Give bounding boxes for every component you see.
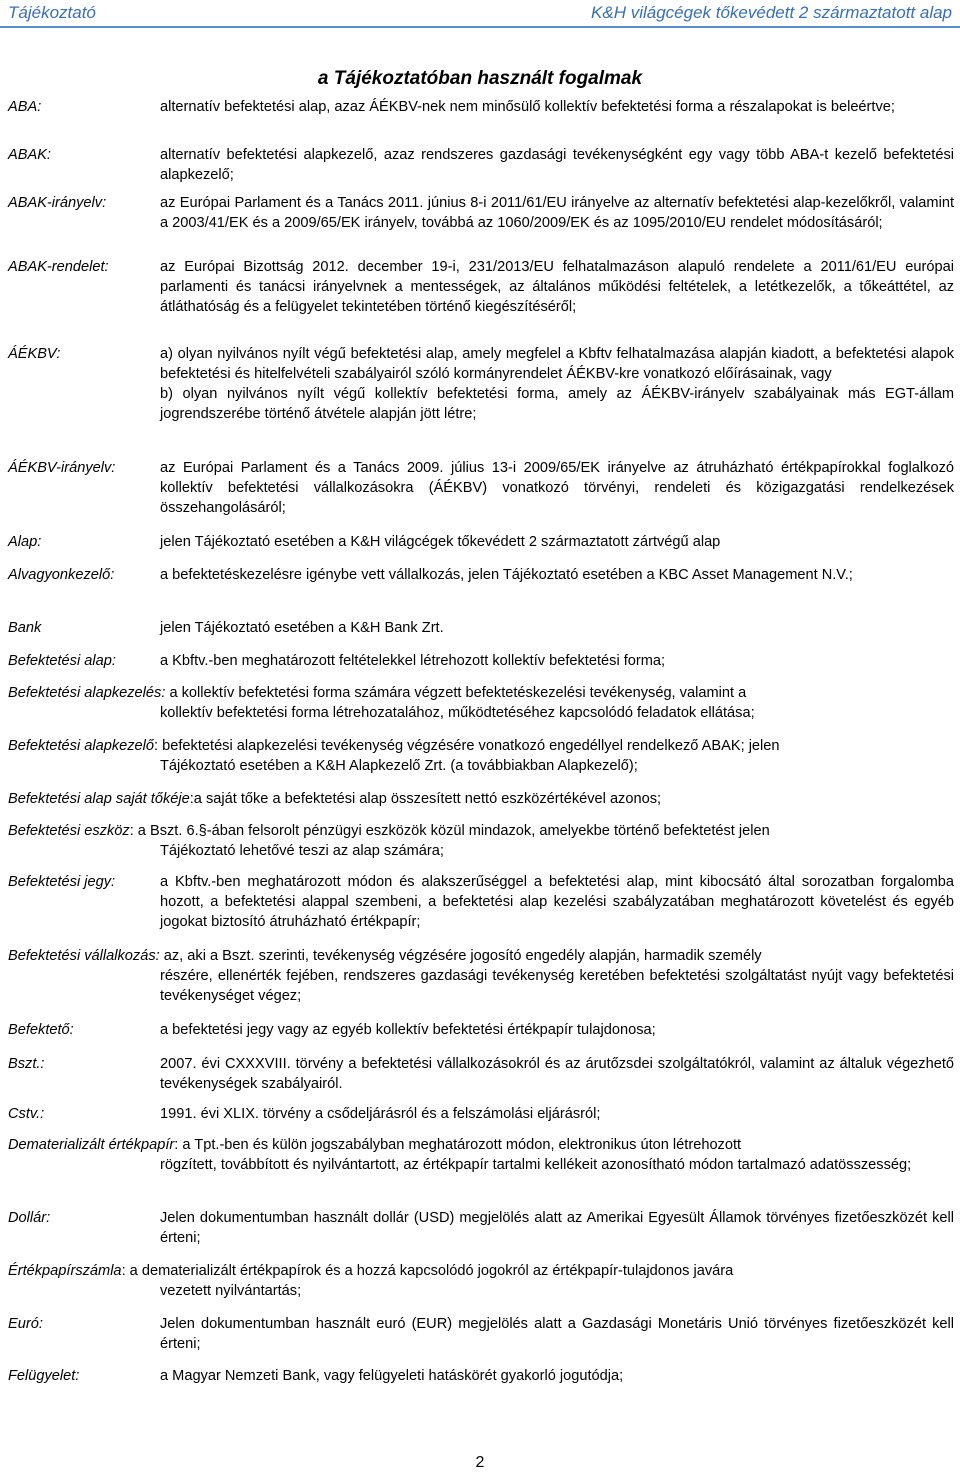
entry-term: ÁÉKBV-irányelv: — [8, 460, 116, 476]
entry-definition: az, aki a Bszt. szerinti, tevékenység végzésére jogosító engedély alapján, harmadik személy — [159, 948, 762, 964]
entry-term: Befektetési eszköz — [8, 823, 130, 839]
entry-definition-cont: kollektív befektetési forma létrehozatalához, működtetéséhez kapcsolódó feladatok ellátása; — [160, 705, 755, 721]
entry-definition: a kollektív befektetési forma számára végzett befektetéskezelési tevékenység, valamint a — [165, 685, 747, 701]
entry-term: Dollár: — [8, 1210, 51, 1226]
entry-definition: 2007. évi CXXXVIII. törvény a befektetési vállalkozásokról és az árutőzsdei szolgáltatókról, valamint az általuk végezhető tevékenységek szabályairól. — [160, 1056, 954, 1092]
entry-definition-cont: részére, ellenérték fejében, rendszeres gazdasági tevékenység keretében befektetési szolgáltatást nyújt vagy befektetési tevékenységet végez; — [160, 968, 954, 1004]
entry-term: Befektető: — [8, 1022, 74, 1038]
entry-definition: alternatív befektetési alap, azaz ÁÉKBV-nek nem minősülő kollektív befektetési forma a részalapokat is beleértve; — [160, 99, 895, 115]
header-doc-type: Tájékoztató — [8, 3, 96, 22]
definition-entry — [8, 651, 954, 671]
definition-entry — [8, 736, 954, 776]
definition-entry — [8, 872, 954, 932]
entry-term: Befektetési alap: — [8, 653, 116, 669]
entry-definition: a befektetéskezelésre igénybe vett vállalkozás, jelen Tájékoztató esetében a KBC Asset Management N.V.; — [160, 567, 853, 583]
entry-term: ABAK-irányelv: — [8, 195, 107, 211]
entry-term: Befektetési vállalkozás: — [8, 948, 160, 964]
entry-definition: az Európai Parlament és a Tanács 2011. június 8-i 2011/61/EU irányelve az alternatív befektetési alap-kezelőkről, valamint a 2003/41/EK és a 2009/65/EK irányelv, továbbá az 1060/2009/EK és az 1095/2010/EU rendelet módosításáról; — [160, 195, 954, 231]
definition-entry — [8, 1104, 954, 1124]
entry-definition: 1991. évi XLIX. törvény a csődeljárásról és a felszámolási eljárásról; — [160, 1106, 601, 1122]
entry-definition: : a Tpt.-ben és külön jogszabályban meghatározott módon, elektronikus úton létrehozott — [174, 1137, 742, 1153]
definition-entry — [8, 145, 954, 185]
entry-definition: : a dematerializált értékpapírok és a hozzá kapcsolódó jogokról az értékpapír-tulajdonos javára — [121, 1263, 734, 1279]
definition-entry — [8, 1020, 954, 1040]
definition-entry — [8, 618, 954, 638]
definition-entry — [8, 97, 954, 117]
entry-term: Dematerializált értékpapír — [8, 1137, 175, 1153]
definition-entry — [8, 344, 954, 424]
definition-entry — [8, 532, 954, 552]
entry-definition: jelen Tájékoztató esetében a K&H Bank Zrt. — [160, 620, 444, 636]
header-fund-name: K&H világcégek tőkevédett 2 származtatott alap — [591, 3, 952, 22]
entry-term: Befektetési alapkezelő — [8, 738, 155, 754]
definition-entry — [8, 946, 954, 1006]
entry-definition-cont: vezetett nyilvántartás; — [160, 1283, 302, 1299]
definition-entry — [8, 821, 954, 861]
entry-term: Bszt.: — [8, 1056, 45, 1072]
entry-definition: : befektetési alapkezelési tevékenység végzésére vonatkozó engedéllyel rendelkező ABAK; jelen — [154, 738, 780, 754]
entry-definition: jelen Tájékoztató esetében a K&H világcégek tőkevédett 2 származtatott zártvégű alap — [160, 534, 721, 550]
entry-term: Bank — [8, 620, 42, 636]
entry-term: Euró: — [8, 1316, 43, 1332]
entry-term: ÁÉKBV: — [8, 346, 61, 362]
entry-definition: Jelen dokumentumban használt euró (EUR) megjelölés alatt a Gazdasági Monetáris Unió törvényes fizetőeszközét kell érteni; — [160, 1316, 954, 1352]
definition-entry — [8, 1208, 954, 1248]
entry-term: Alap: — [8, 534, 42, 550]
definition-entry — [8, 1261, 954, 1301]
entry-definition-cont: rögzített, továbbított és nyilvántartott, az értékpapír tartalmi kellékeit azonosítható módon tartalmazó adatösszesség; — [160, 1157, 912, 1173]
definition-entry — [8, 1054, 954, 1094]
entry-term: Értékpapírszámla — [8, 1263, 122, 1279]
entry-term: ABAK: — [8, 147, 51, 163]
definition-entry — [8, 565, 954, 585]
entry-definition: alternatív befektetési alapkezelő, azaz rendszeres gazdasági tevékenységként egy vagy több ABA-t kezelő befektetési alapkezelő; — [160, 147, 954, 183]
definition-entry — [8, 257, 954, 317]
entry-definition: a Kbftv.-ben meghatározott módon és alakszerűséggel a befektetési alap, mint kibocsátó által sorozatban forgalomba hozott, a befektetési alappal szembeni, a befektetési alap kezelési szabályzatában meghatározott követelést és egyéb jogokat biztosító átruházható értékpapír; — [160, 874, 954, 930]
page-header — [0, 0, 960, 28]
entry-definition: az Európai Parlament és a Tanács 2009. július 13-i 2009/65/EK irányelve az átruházható értékpapírokkal foglalkozó kollektív befektetési vállalkozásokra (ÁÉKBV) vonatkozó törvényi, rendeleti és közigazgatási rendelkezések összehangolásáról; — [160, 460, 954, 516]
definition-entry — [8, 1314, 954, 1354]
entry-term: Felügyelet: — [8, 1368, 80, 1384]
entry-definition-a: a) olyan nyilvános nyílt végű befektetési alap, amely megfelel a Kbftv felhatalmazása alapján kiadott, a befektetési alapok befektetési és hitelfelvételi szabályairól szóló kormányrendelet ÁÉKBV-kre vonatkozó előírásainak, vagy — [160, 346, 954, 382]
definition-entry — [8, 1135, 954, 1175]
entry-definition: Jelen dokumentumban használt dollár (USD) megjelölés alatt az Amerikai Egyesült Államok törvényes fizetőeszközét kell érteni; — [160, 1210, 954, 1246]
entry-definition: az Európai Bizottság 2012. december 19-i, 231/2013/EU felhatalmazáson alapuló rendelete a 2011/61/EU európai parlamenti és tanácsi irányelvnek a mentességek, az általános működési feltételek, a letétkezelők, a tőkeáttétel, az átláthatóság és a felügyelet tekintetében történő kiegészítéséről; — [160, 259, 954, 315]
entry-term: Befektetési alap saját tőkéje — [8, 791, 190, 807]
definition-entry — [8, 683, 954, 723]
entry-definition-b: b) olyan nyilvános nyílt végű kollektív befektetési forma, amely az ÁÉKBV-irányelv szabályainak más EGT-állam jogrendszerébe történő átvétele alapján jött létre; — [160, 386, 954, 422]
entry-term: Befektetési alapkezelés: — [8, 685, 166, 701]
definition-entry — [8, 193, 954, 233]
entry-definition-cont: Tájékoztató esetében a K&H Alapkezelő Zrt. (a továbbiakban Alapkezelő); — [160, 758, 638, 774]
entry-definition: a befektetési jegy vagy az egyéb kollektív befektetési értékpapír tulajdonosa; — [160, 1022, 656, 1038]
entry-definition: : a Bszt. 6.§-ában felsorolt pénzügyi eszközök közül mindazok, amelyekbe történő befektetést jelen — [129, 823, 770, 839]
entry-definition: a Kbftv.-ben meghatározott feltételekkel létrehozott kollektív befektetési forma; — [160, 653, 666, 669]
entry-definition: a Magyar Nemzeti Bank, vagy felügyeleti hatáskörét gyakorló jogutódja; — [160, 1368, 624, 1384]
entry-term: Alvagyonkezelő: — [8, 567, 115, 583]
entry-term: Befektetési jegy: — [8, 874, 116, 890]
section-title: a Tájékoztatóban használt fogalmak — [317, 68, 643, 89]
entry-definition: :a saját tőke a befektetési alap összesített nettó eszközértékével azonos; — [189, 791, 662, 807]
definition-entry — [8, 1366, 954, 1386]
page-number: 2 — [475, 1454, 485, 1471]
definition-entry — [8, 789, 954, 809]
entry-definition-cont: Tájékoztató lehetővé teszi az alap számára; — [160, 843, 444, 859]
entry-term: ABA: — [8, 99, 42, 115]
entry-term: ABAK-rendelet: — [8, 259, 109, 275]
definition-entry — [8, 458, 954, 518]
entry-term: Cstv.: — [8, 1106, 45, 1122]
